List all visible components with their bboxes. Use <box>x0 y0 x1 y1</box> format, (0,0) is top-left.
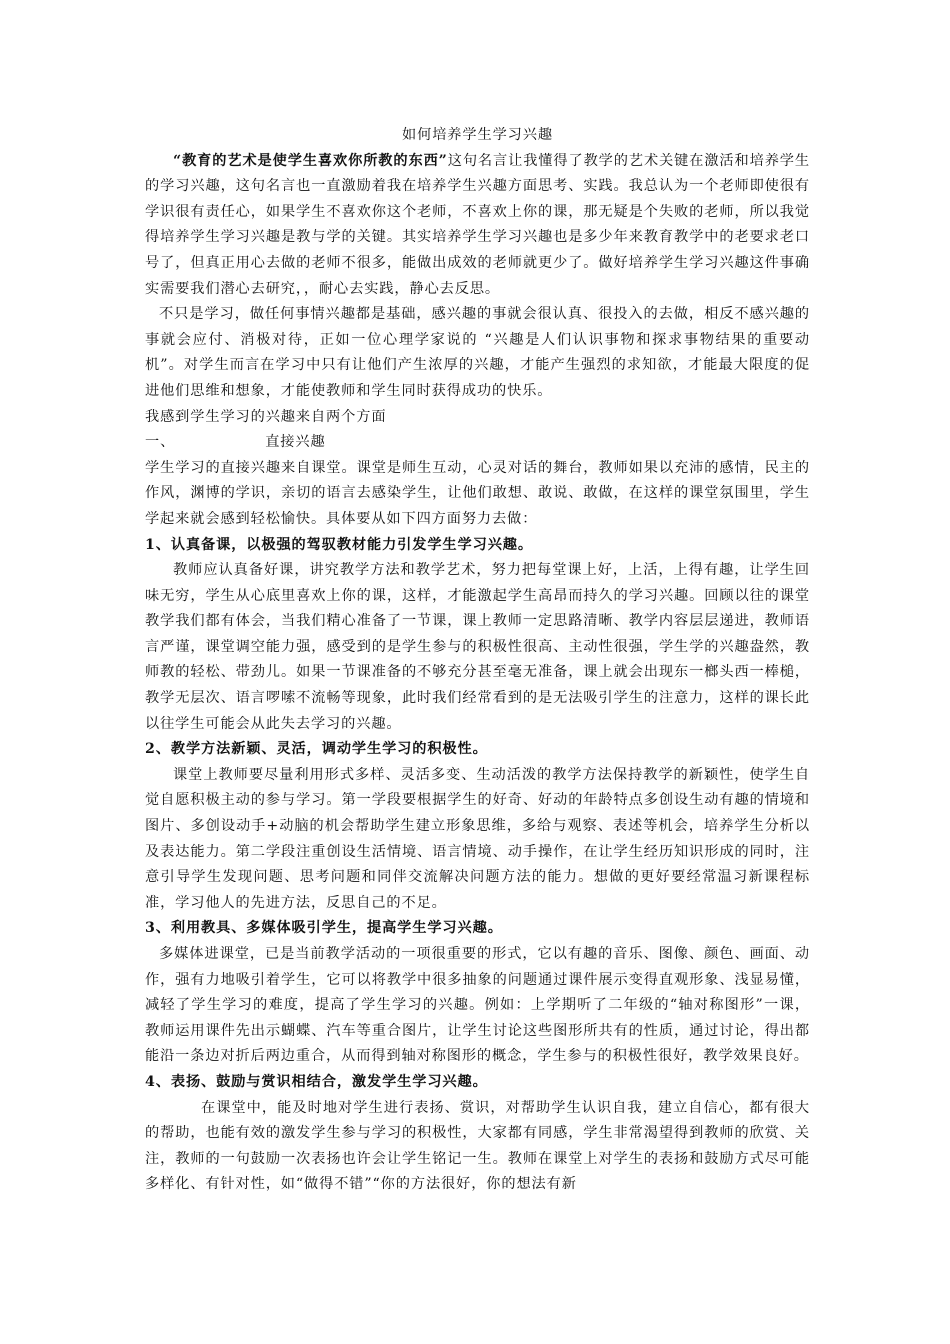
heading-point-4: 4、表扬、鼓励与赏识相结合，激发学生学习兴趣。 <box>145 1073 488 1090</box>
section-number: 一、 <box>145 434 176 451</box>
paragraph-direct-interest: 学生学习的直接兴趣来自课堂。课堂是师生互动，心灵对话的舞台，教师如果以充沛的感情，民主的作风，渊博的学识，亲切的语言去感染学生，让他们敢想、敢说、敢做，在这样的课堂氛围里，学生学起来就会感到轻松愉快。具体要从如下四方面努力去做： <box>145 459 810 527</box>
document-body <box>145 123 810 1198</box>
intro-quote: “教育的艺术是使学生喜欢你所教的东西” <box>173 152 448 169</box>
heading-point-3: 3、利用教具、多媒体吸引学生，提高学生学习兴趣。 <box>145 920 503 937</box>
paragraph-two-aspects: 我感到学生学习的兴趣来自两个方面 <box>145 408 387 425</box>
document-title: 如何培养学生学习兴趣 <box>402 127 553 143</box>
paragraph-point-1: 教师应认真备好课，讲究教学方法和教学艺术，努力把每堂课上好，上活，上得有趣，让学生回味无穷，学生从心底里喜欢上你的课，这样，才能激起学生高昂而持久的学习兴趣。回顾以往的课堂教学我们都有体会，当我们精心准备了一节课，课上教师一定思路清晰、教学内容层层递进，教师语言严谨，课堂调空能力强，感受到的是学生参与的积极性很高、主动性很强，学生学的兴趣盎然，教师教的轻松、带劲儿。如果一节课准备的不够充分甚至毫无准备，课上就会出现东一榔头西一棒槌，教学无层次、语言啰嗦不流畅等现象，此时我们经常看到的是无法吸引学生的注意力，这样的课长此以往学生可能会从此失去学习的兴趣。 <box>145 562 810 732</box>
paragraph-point-4: 在课堂中，能及时地对学生进行表扬、赏识，对帮助学生认识自我，建立自信心，都有很大的帮助，也能有效的激发学生参与学习的积极性，大家都有同感，学生非常渴望得到教师的欣赏、关注，教师的一句鼓励一次表扬也许会让学生铭记一生。教师在课堂上对学生的表扬和鼓励方式尽可能多样化、有针对性，如“做得不错”“你的方法很好，你的想法有新 <box>145 1099 810 1193</box>
section-title: 直接兴趣 <box>265 434 326 451</box>
intro-text: 这句名言让我懂得了教学的艺术关键在激活和培养学生的学习兴趣，这句名言也一直激励着我在培养学生兴趣方面思考、实践。我总认为一个老师即使很有学识很有责任心，如果学生不喜欢你这个老师，不喜欢上你的课，那无疑是个失败的老师，所以我觉得培养学生学习兴趣是教与学的关键。其实培养学生学习兴趣也是多少年来教育教学中的老要求老口号了，但真正用心去做的老师不很多，能做出成效的老师就更少了。做好培养学生学习兴趣这件事确实需要我们潜心去研究，，耐心去实践，静心去反思。 <box>145 152 810 297</box>
paragraph-point-2: 课堂上教师要尽量利用形式多样、灵活多变、生动活泼的教学方法保持教学的新颖性，使学生自觉自愿积极主动的参与学习。第一学段要根据学生的好奇、好动的年龄特点多创设生动有趣的情境和图片、多创设动手+动脑的机会帮助学生建立形象思维，多给与观察、表述等机会，培养学生分析以及表达能力。第二学段注重创设生活情境、语言情境、动手操作，在让学生经历知识形成的同时，注意引导学生发现问题、思考问题和同伴交流解决问题方法的能力。想做的更好要经常温习新课程标准，学习他人的先进方法，反思自己的不足。 <box>145 766 810 911</box>
paragraph-intro <box>145 149 810 303</box>
paragraph-point-3: 多媒体进课堂，已是当前教学活动的一项很重要的形式，它以有趣的音乐、图像、颜色、画面、动作，强有力地吸引着学生，它可以将教学中很多抽象的问题通过课件展示变得直观形象、浅显易懂，减轻了学生学习的难度，提高了学生学习的兴趣。例如：上学期听了二年级的“轴对称图形”一课，教师运用课件先出示蝴蝶、汽车等重合图片，让学生讨论这些图形所共有的性质，通过讨论，得出都能沿一条边对折后两边重合，从而得到轴对称图形的概念，学生参与的积极性很好，教学效果良好。 <box>145 946 810 1065</box>
section-heading-direct-interest <box>145 430 810 456</box>
heading-point-1: 1、认真备课，以极强的驾驭教材能力引发学生学习兴趣。 <box>145 536 533 553</box>
heading-point-2: 2、教学方法新颖、灵活，调动学生学习的积极性。 <box>145 741 488 758</box>
paragraph-interest-basis: 不只是学习，做任何事情兴趣都是基础，感兴趣的事就会很认真、很投入的去做，相反不感兴趣的事就会应付、消极对待，正如一位心理学家说的 “兴趣是人们认识事物和探求事物结果的重要动机”。对学生而言在学习中只有让他们产生浓厚的兴趣，才能产生强烈的求知欲，才能最大限度的促进他们思维和想象，才能使教师和学生同时获得成功的快乐。 <box>145 306 810 399</box>
